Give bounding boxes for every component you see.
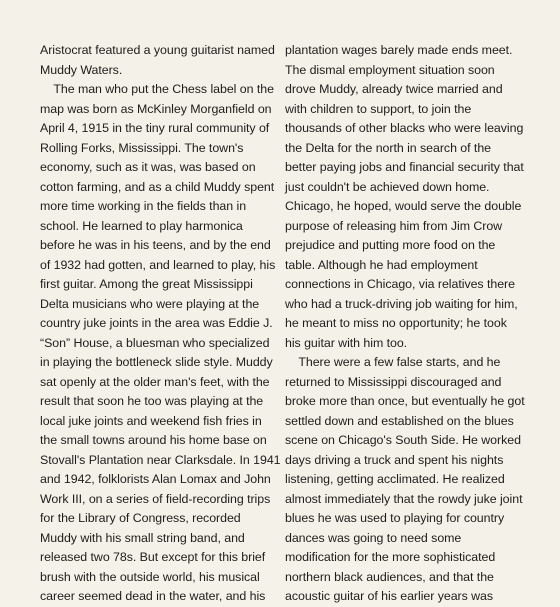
text-line: the Delta for the north in search of the xyxy=(285,140,492,155)
text-line: “Son” House, a bluesman who specialized xyxy=(40,335,270,350)
text-line: more time working in the fields than in xyxy=(40,199,247,213)
text-line: and 1942, folklorists Alan Lomax and John xyxy=(40,472,271,486)
text-line: dances was going to need some xyxy=(285,530,462,545)
text-line: before he was in his teens, and by the end xyxy=(40,238,271,252)
text-line: blues he was used to playing for country xyxy=(285,511,505,525)
text-line: of 1932 had gotten, and learned to play, his xyxy=(40,257,276,272)
text-line: Rolling Forks, Mississippi. The town's xyxy=(40,140,244,155)
text-line: table. Although he had employment xyxy=(285,257,478,272)
text-line: northern black audiences, and that the xyxy=(285,569,494,584)
text-line: for the Library of Congress, recorded xyxy=(40,511,241,525)
text-line: local juke joints and weekend fish fries in xyxy=(40,413,262,428)
text-line: school. He learned to play harmonica xyxy=(40,218,243,233)
text-line: connections in Chicago, via relatives there xyxy=(285,277,515,291)
text-line: April 4, 1915 in the tiny rural community of xyxy=(40,121,270,135)
text-line: just couldn't be achieved down home. xyxy=(285,179,490,194)
text-line: the small towns around his home base on xyxy=(40,433,267,447)
text-line: Chicago, he hoped, would serve the double xyxy=(285,199,522,213)
text-line: days driving a truck and spent his nights xyxy=(285,452,504,467)
text-line: who had a truck-driving job waiting for him, xyxy=(285,296,518,311)
text-line: first guitar. Among the great Mississippi xyxy=(40,277,253,291)
text-line: country juke joints in the area was Eddie J. xyxy=(40,316,273,330)
text-line: returned to Mississippi discouraged and xyxy=(285,374,502,389)
text-line: his guitar with him too. xyxy=(285,335,408,350)
text-line: acoustic guitar of his earlier years was xyxy=(285,589,494,603)
text-line: sat openly at the older man's feet, with the xyxy=(40,374,270,389)
text-line: settled down and established on the blues xyxy=(285,413,514,428)
text-line: Muddy with his small string band, and xyxy=(40,530,245,545)
text-line: economy, such as it was, was based on xyxy=(40,160,256,174)
text-line: almost immediately that the rowdy juke joint xyxy=(285,491,523,506)
text-line: with children to support, to join the xyxy=(285,101,472,116)
text-line: Work III, on a series of field-recording trips xyxy=(40,491,271,506)
text-line: plantation wages barely made ends meet. xyxy=(285,43,513,57)
text-line: Delta musicians who were playing at the xyxy=(40,296,260,311)
text-line: career seemed dead in the water, and his xyxy=(40,589,266,603)
text-line: brush with the outside world, his musical xyxy=(40,569,260,584)
text-line: scene on Chicago's South Side. He worked xyxy=(285,433,521,447)
text-line: There were a few false starts, and he xyxy=(285,355,501,369)
text-line: better paying jobs and financial security that xyxy=(285,160,524,174)
text-line: in playing the bottleneck slide style. Muddy xyxy=(40,355,273,369)
text-line: Aristocrat featured a young guitarist named xyxy=(40,43,275,57)
text-line: result that soon he too was playing at the xyxy=(40,394,264,408)
text-line: thousands of other blacks who were leaving xyxy=(285,121,524,135)
text-line: map was born as McKinley Morganfield on xyxy=(40,101,272,116)
text-line: released two 78s. But except for this brief xyxy=(40,550,266,564)
text-line: prejudice and putting more food on the xyxy=(285,238,496,252)
text-line: modification for the more sophisticated xyxy=(285,550,496,564)
text-line: Muddy Waters. xyxy=(40,62,123,77)
text-line: listening, getting acclimated. He realized xyxy=(285,472,505,486)
text-line: drove Muddy, already twice married and xyxy=(285,82,503,96)
left-column xyxy=(40,41,281,607)
text-line: The man who put the Chess label on the xyxy=(40,82,274,96)
text-line: purpose of releasing him from Jim Crow xyxy=(285,218,503,233)
text-line: The dismal employment situation soon xyxy=(285,62,495,77)
text-line: cotton farming, and as a child Muddy spent xyxy=(40,179,275,194)
text-line: he meant to miss no opportunity; he took xyxy=(285,316,507,330)
text-line: broke more than once, but eventually he got xyxy=(285,394,525,408)
right-column xyxy=(285,41,525,607)
text-line: Stovall's Plantation near Clarksdale. In 1941 xyxy=(40,452,281,467)
